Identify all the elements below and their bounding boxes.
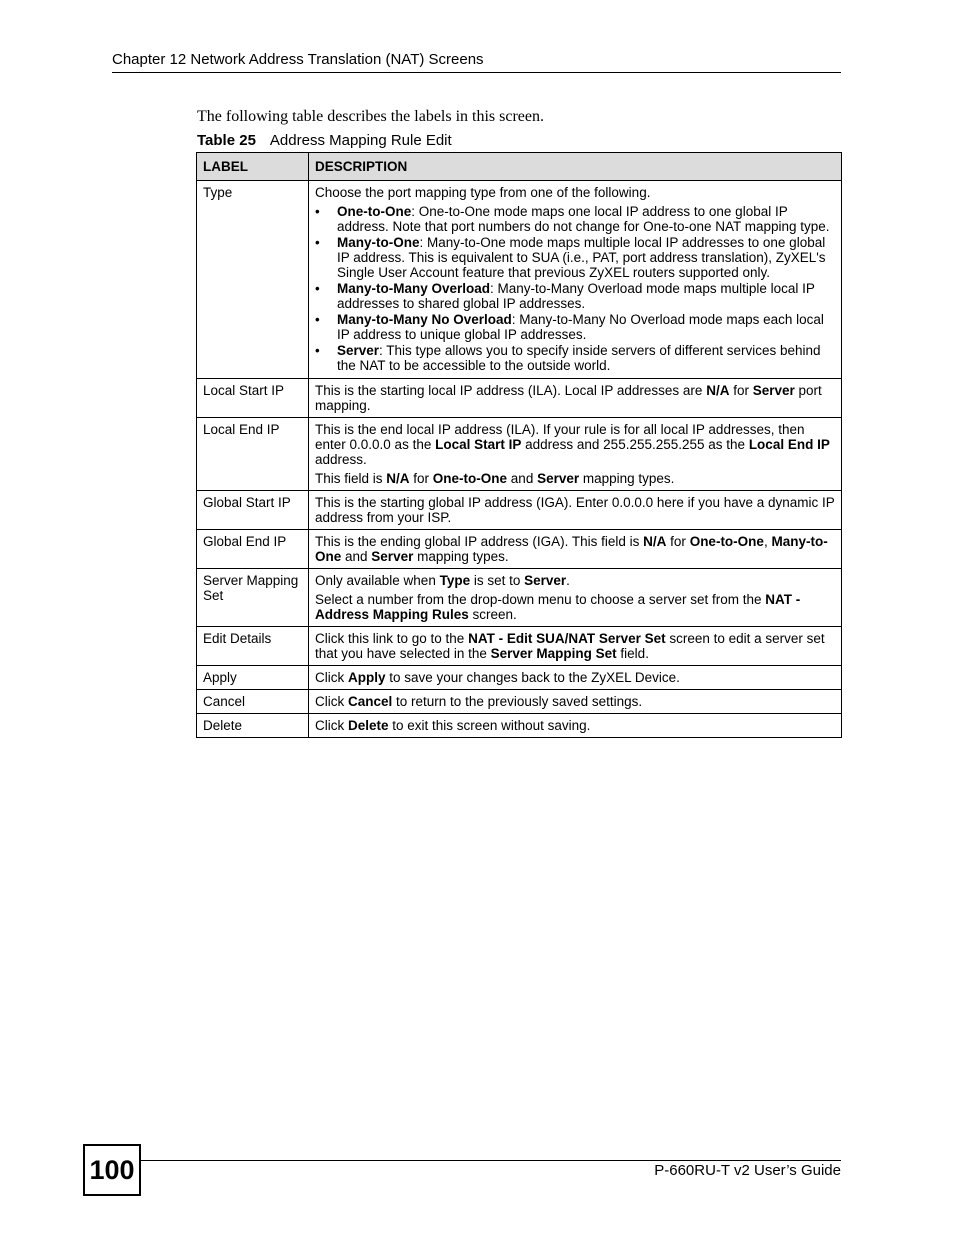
text-run: field.	[616, 646, 649, 661]
text-run: for	[409, 471, 433, 486]
text-run: This is the end local IP address (ILA). If your rule is for all local IP addresses, then enter 0.0.0.0 as the	[315, 422, 805, 452]
bold-term: N/A	[386, 471, 410, 486]
bold-term: Type	[439, 573, 471, 588]
description-paragraph	[315, 592, 836, 622]
bold-term: NAT - Edit SUA/NAT Server Set	[468, 631, 666, 646]
text-run: mapping types.	[579, 471, 675, 486]
text-run: Select a number from the drop-down menu to choose a server set from the	[315, 592, 766, 607]
bullet-item	[337, 281, 836, 311]
text-run: screen.	[468, 607, 517, 622]
description-paragraph	[315, 422, 836, 467]
table-row	[197, 627, 842, 666]
text-run: to return to the previously saved settings.	[392, 694, 643, 709]
bold-term: Apply	[348, 670, 386, 685]
text-run: Click this link to go to the	[315, 631, 469, 646]
table-row	[197, 491, 842, 530]
text-run: Click	[315, 718, 348, 733]
row-description	[309, 690, 842, 714]
text-run: Choose the port mapping type from one of the following.	[315, 185, 651, 200]
text-run: to save your changes back to the ZyXEL Device.	[385, 670, 680, 685]
page-number: 100	[83, 1144, 141, 1196]
description-paragraph	[315, 495, 836, 525]
row-label: Global Start IP	[197, 491, 309, 530]
text-run: and	[341, 549, 372, 564]
footer-divider	[141, 1160, 841, 1161]
table-row	[197, 690, 842, 714]
table-caption-title: Address Mapping Rule Edit	[269, 132, 452, 149]
table-caption	[197, 132, 452, 149]
text-run: Click	[315, 694, 348, 709]
bold-term: Server Mapping Set	[490, 646, 617, 661]
text-run: ,	[763, 534, 772, 549]
row-description	[309, 530, 842, 569]
table-row	[197, 418, 842, 491]
row-label: Edit Details	[197, 627, 309, 666]
text-run: for	[729, 383, 753, 398]
table-row	[197, 530, 842, 569]
table-header-row	[197, 153, 842, 181]
bold-term: Server	[524, 573, 567, 588]
row-label: Server Mapping Set	[197, 569, 309, 627]
row-description	[309, 666, 842, 690]
bold-term: One-to-One	[432, 471, 508, 486]
text-run: port mapping.	[315, 383, 822, 413]
text-run: is set to	[470, 573, 525, 588]
header-description: DESCRIPTION	[309, 153, 842, 181]
intro-text: The following table describes the labels in this screen.	[197, 108, 545, 125]
text-run: .	[566, 573, 570, 588]
row-label: Apply	[197, 666, 309, 690]
row-label: Cancel	[197, 690, 309, 714]
bold-term: Many-to-Many Overload	[337, 281, 491, 296]
row-description	[309, 181, 842, 379]
bold-term: Cancel	[348, 694, 393, 709]
table-row	[197, 569, 842, 627]
description-paragraph	[315, 534, 836, 564]
text-run: address and 255.255.255.255 as the	[521, 437, 749, 452]
bullet-item	[337, 235, 836, 280]
bold-term: Server	[371, 549, 414, 564]
description-paragraph	[315, 631, 836, 661]
text-run: address.	[315, 452, 367, 467]
bold-term: One-to-One	[689, 534, 764, 549]
row-label: Local End IP	[197, 418, 309, 491]
text-run: Click	[315, 670, 348, 685]
guide-title: P-660RU-T v2 User’s Guide	[654, 1162, 841, 1179]
row-description	[309, 569, 842, 627]
bold-term: Local Start IP	[435, 437, 522, 452]
row-description	[309, 714, 842, 738]
description-paragraph	[315, 694, 836, 709]
description-paragraph	[315, 185, 836, 200]
text-run: : Many-to-Many Overload mode maps multiple local IP addresses to shared global IP addresses.	[337, 281, 815, 311]
bullet-item	[337, 343, 836, 373]
text-run: : Many-to-Many No Overload mode maps each local IP address to unique global IP addresses.	[337, 312, 824, 342]
header-divider	[112, 72, 841, 73]
table-row	[197, 666, 842, 690]
row-description	[309, 379, 842, 418]
row-label: Local Start IP	[197, 379, 309, 418]
text-run: : One-to-One mode maps one local IP address to one global IP address. Note that port numbers do not change for One-to-one NAT mapping type.	[337, 204, 830, 234]
table-caption-number: Table 25	[197, 132, 256, 149]
text-run: This is the ending global IP address (IGA). This field is	[315, 534, 644, 549]
bold-term: Delete	[348, 718, 389, 733]
bold-term: N/A	[643, 534, 667, 549]
bold-term: Many-to-One	[315, 534, 828, 564]
table-row	[197, 379, 842, 418]
text-run: and	[507, 471, 538, 486]
text-run: This field is	[315, 471, 387, 486]
text-run: mapping types.	[413, 549, 509, 564]
text-run: This is the starting local IP address (ILA). Local IP addresses are	[315, 383, 707, 398]
text-run: Only available when	[315, 573, 440, 588]
bold-term: Many-to-One	[337, 235, 420, 250]
bold-term: One-to-One	[337, 204, 412, 219]
row-label: Global End IP	[197, 530, 309, 569]
row-description	[309, 418, 842, 491]
description-paragraph	[315, 718, 836, 733]
row-description	[309, 491, 842, 530]
bold-term: N/A	[706, 383, 730, 398]
text-run: screen to edit a server set that you have selected in the	[315, 631, 825, 661]
table-row	[197, 181, 842, 379]
header-label: LABEL	[197, 153, 309, 181]
table-row	[197, 714, 842, 738]
bold-term: Server	[537, 471, 580, 486]
bullet-list	[315, 204, 836, 373]
text-run: : This type allows you to specify inside servers of different services behind the NAT to be accessible to the outside world.	[337, 343, 821, 373]
bold-term: Server	[337, 343, 380, 358]
chapter-header: Chapter 12 Network Address Translation (NAT) Screens	[112, 51, 484, 68]
bold-term: Local End IP	[748, 437, 830, 452]
bullet-item	[337, 312, 836, 342]
description-paragraph	[315, 471, 836, 486]
bold-term: Server	[752, 383, 795, 398]
bold-term: Many-to-Many No Overload	[337, 312, 512, 327]
row-label: Type	[197, 181, 309, 379]
description-paragraph	[315, 670, 836, 685]
row-description	[309, 627, 842, 666]
row-label: Delete	[197, 714, 309, 738]
text-run: : Many-to-One mode maps multiple local IP addresses to one global IP address. This is equivalent to SUA (i.e., PAT, port address translation), ZyXEL's Single User Account feature that previous ZyXEL routers supported only.	[337, 235, 826, 280]
description-paragraph	[315, 383, 836, 413]
bold-term: NAT - Address Mapping Rules	[315, 592, 801, 622]
text-run: This is the starting global IP address (IGA). Enter 0.0.0.0 here if you have a dynamic IP address from your ISP.	[315, 495, 835, 525]
description-paragraph	[315, 573, 836, 588]
label-description-table	[196, 152, 842, 738]
table-body	[197, 181, 842, 738]
bullet-item	[337, 204, 836, 234]
text-run: to exit this screen without saving.	[388, 718, 591, 733]
text-run: for	[666, 534, 690, 549]
